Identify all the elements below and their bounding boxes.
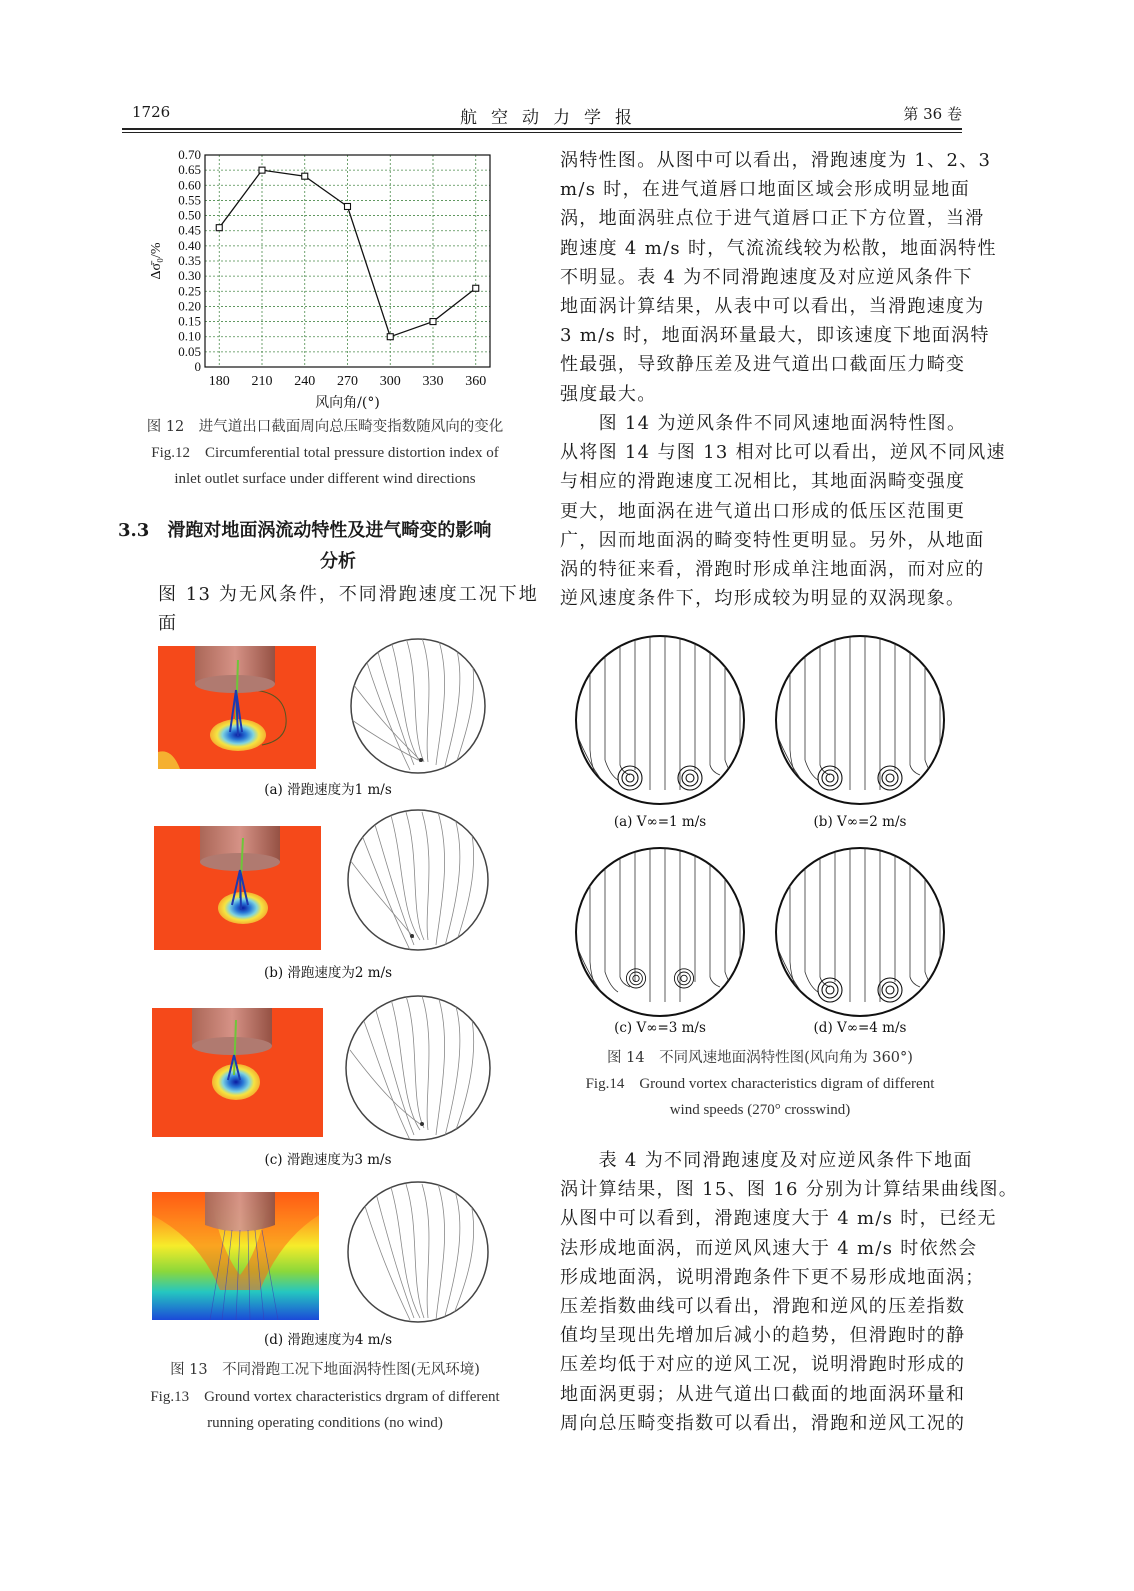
text-line: 表 4 为不同滑跑速度及对应逆风条件下地面 — [560, 1150, 973, 1171]
fig13c-streamlines — [346, 996, 490, 1140]
fig13-caption-en-1: Fig.13 Ground vortex characteristics drgram of different — [150, 1389, 500, 1405]
text-line: 广，因而地面涡的畸变特性更明显。另外，从地面 — [560, 529, 985, 551]
fig13a-streamlines — [350, 638, 485, 775]
fig13-subcaption-a: (a) 滑跑速度为1 m/s — [264, 782, 392, 798]
fig14-subcaption-c: (c) V∞=3 m/s — [614, 1020, 706, 1036]
fig14-caption-en-1: Fig.14 Ground vortex characteristics digram of different — [585, 1076, 935, 1092]
text-line: 图 14 为逆风条件不同风速地面涡特性图。 — [560, 413, 967, 434]
fig14c-streamlines — [565, 842, 765, 1016]
y-tick-label: 0.05 — [178, 343, 201, 359]
fig13-subcaption-b: (b) 滑跑速度为2 m/s — [263, 965, 393, 981]
journal-title: 航空动力学报 — [460, 108, 646, 128]
text-line: 强度最大。 — [560, 383, 657, 405]
x-tick-label: 210 — [251, 374, 273, 389]
y-tick-label: 0.60 — [178, 177, 201, 193]
text-line: 涡的特征来看，滑跑时形成单注地面涡，而对应的 — [560, 559, 985, 581]
y-tick-label: 0.10 — [178, 328, 201, 344]
y-tick-label: 0.70 — [178, 147, 201, 162]
right-paragraph-3 — [560, 1146, 1019, 1438]
fig13c-contour — [152, 1008, 323, 1137]
fig14b-streamlines — [765, 630, 960, 804]
x-tick-label: 360 — [465, 374, 487, 389]
right-paragraph-2 — [560, 409, 1006, 613]
text-line: 周向总压畸变指数可以看出，滑跑和逆风工况的 — [560, 1412, 966, 1434]
fig12-caption-cn: 图 12 进气道出口截面周向总压畸变指数随风向的变化 — [146, 419, 504, 435]
y-tick-label: 0.30 — [178, 268, 201, 284]
fig13b-contour — [154, 826, 321, 950]
y-tick-label: 0 — [194, 359, 201, 374]
text-line: m/s 时，在进气道唇口地面区域会形成明显地面 — [560, 179, 970, 201]
fig13d-streamlines — [348, 1182, 488, 1322]
text-line: 压差均低于对应的逆风工况，说明滑跑时形成的 — [560, 1354, 966, 1376]
fig13d-contour — [152, 1192, 319, 1320]
y-axis-label: Δσ̄₀/% — [149, 242, 164, 280]
text-line: 法形成地面涡，而逆风风速大于 4 m/s 时依然会 — [560, 1237, 978, 1259]
page-number: 1726 — [132, 103, 171, 121]
text-line: 从图中可以看到，滑跑速度大于 4 m/s 时，已经无 — [560, 1208, 997, 1230]
fig12-caption-en-1: Fig.12 Circumferential total pressure distortion index of — [151, 445, 499, 461]
fig13a-contour — [158, 646, 316, 769]
text-line: 跑速度 4 m/s 时，气流流线较为松散，地面涡特性 — [560, 237, 997, 259]
fig14-subcaption-d: (d) V∞=4 m/s — [813, 1020, 907, 1036]
text-line: 与相应的滑跑速度工况相比，其地面涡畸变强度 — [560, 471, 966, 493]
y-tick-label: 0.15 — [178, 313, 201, 329]
text-line: 逆风速度条件下，均形成较为明显的双涡现象。 — [560, 588, 966, 610]
fig13-caption-en-2: running operating conditions (no wind) — [207, 1415, 443, 1431]
x-tick-label: 270 — [337, 374, 358, 389]
text-line: 性最强，导致静压差及进气道出口截面压力畸变 — [560, 354, 966, 376]
fig12-caption-en-2: inlet outlet surface under different wind directions — [174, 471, 476, 487]
left-paragraph: 图 13 为无风条件，不同滑跑速度工况下地面 — [158, 584, 538, 635]
text-line: 地面涡计算结果，从表中可以看出，当滑跑速度为 — [560, 296, 985, 318]
text-line: 更大，地面涡在进气道出口形成的低压区范围更 — [560, 500, 966, 522]
x-axis-label: 风向角/(°) — [315, 395, 380, 410]
fig14-subcaption-a: (a) V∞=1 m/s — [613, 814, 707, 830]
text-line: 不明显。表 4 为不同滑跑速度及对应逆风条件下 — [560, 266, 973, 288]
y-tick-label: 0.35 — [178, 253, 201, 268]
right-paragraph-1 — [560, 146, 997, 409]
fig13-panels — [0, 0, 560, 1440]
fig13-subcaption-d: (d) 滑跑速度为4 m/s — [263, 1332, 393, 1348]
text-line: 压差指数曲线可以看出，滑跑和逆风的压差指数 — [560, 1296, 966, 1318]
fig14-caption-en-2: wind speeds (270° crosswind) — [669, 1102, 851, 1118]
x-tick-label: 240 — [294, 374, 316, 389]
section-heading-cont: 分析 — [320, 551, 356, 572]
fig14d-streamlines — [765, 842, 960, 1016]
x-tick-label: 180 — [208, 374, 230, 389]
fig13-caption-cn: 图 13 不同滑跑工况下地面涡特性图(无风环境) — [170, 1362, 480, 1378]
y-tick-label: 0.45 — [178, 222, 201, 238]
text-line: 涡，地面涡驻点位于进气道唇口正下方位置，当滑 — [560, 208, 985, 230]
fig13b-streamlines — [348, 810, 488, 955]
x-tick-label: 330 — [422, 374, 444, 389]
text-line: 形成地面涡，说明滑跑条件下更不易形成地面涡； — [560, 1266, 985, 1288]
section-heading: 3.3 滑跑对地面涡流动特性及进气畸变的影响 — [118, 520, 492, 541]
y-tick-label: 0.65 — [178, 162, 201, 178]
y-tick-label: 0.50 — [178, 207, 201, 223]
text-line: 涡计算结果，图 15、图 16 分别为计算结果曲线图。 — [560, 1179, 1019, 1201]
y-tick-label: 0.55 — [178, 192, 201, 208]
fig14-subcaption-b: (b) V∞=2 m/s — [813, 814, 907, 830]
text-line: 值均呈现出先增加后减小的趋势，但滑跑时的静 — [560, 1325, 966, 1347]
y-tick-label: 0.20 — [178, 298, 201, 314]
text-line: 3 m/s 时，地面涡环量最大，即该速度下地面涡特 — [560, 325, 990, 347]
y-tick-label: 0.40 — [178, 237, 201, 253]
text-line: 地面涡更弱；从进气道出口截面的地面涡环量和 — [560, 1383, 966, 1405]
volume-label: 第 36 卷 — [903, 105, 962, 123]
text-line: 涡特性图。从图中可以看出，滑跑速度为 1、2、3 — [560, 150, 992, 171]
text-line: 从将图 14 与图 13 相对比可以看出，逆风不同风速 — [560, 442, 1006, 464]
y-tick-label: 0.25 — [178, 283, 201, 299]
x-tick-label: 300 — [379, 374, 401, 389]
fig14a-streamlines — [565, 630, 765, 804]
fig14-caption-cn: 图 14 不同风速地面涡特性图(风向角为 360°) — [607, 1050, 913, 1066]
fig13-subcaption-c: (c) 滑跑速度为3 m/s — [264, 1152, 392, 1168]
